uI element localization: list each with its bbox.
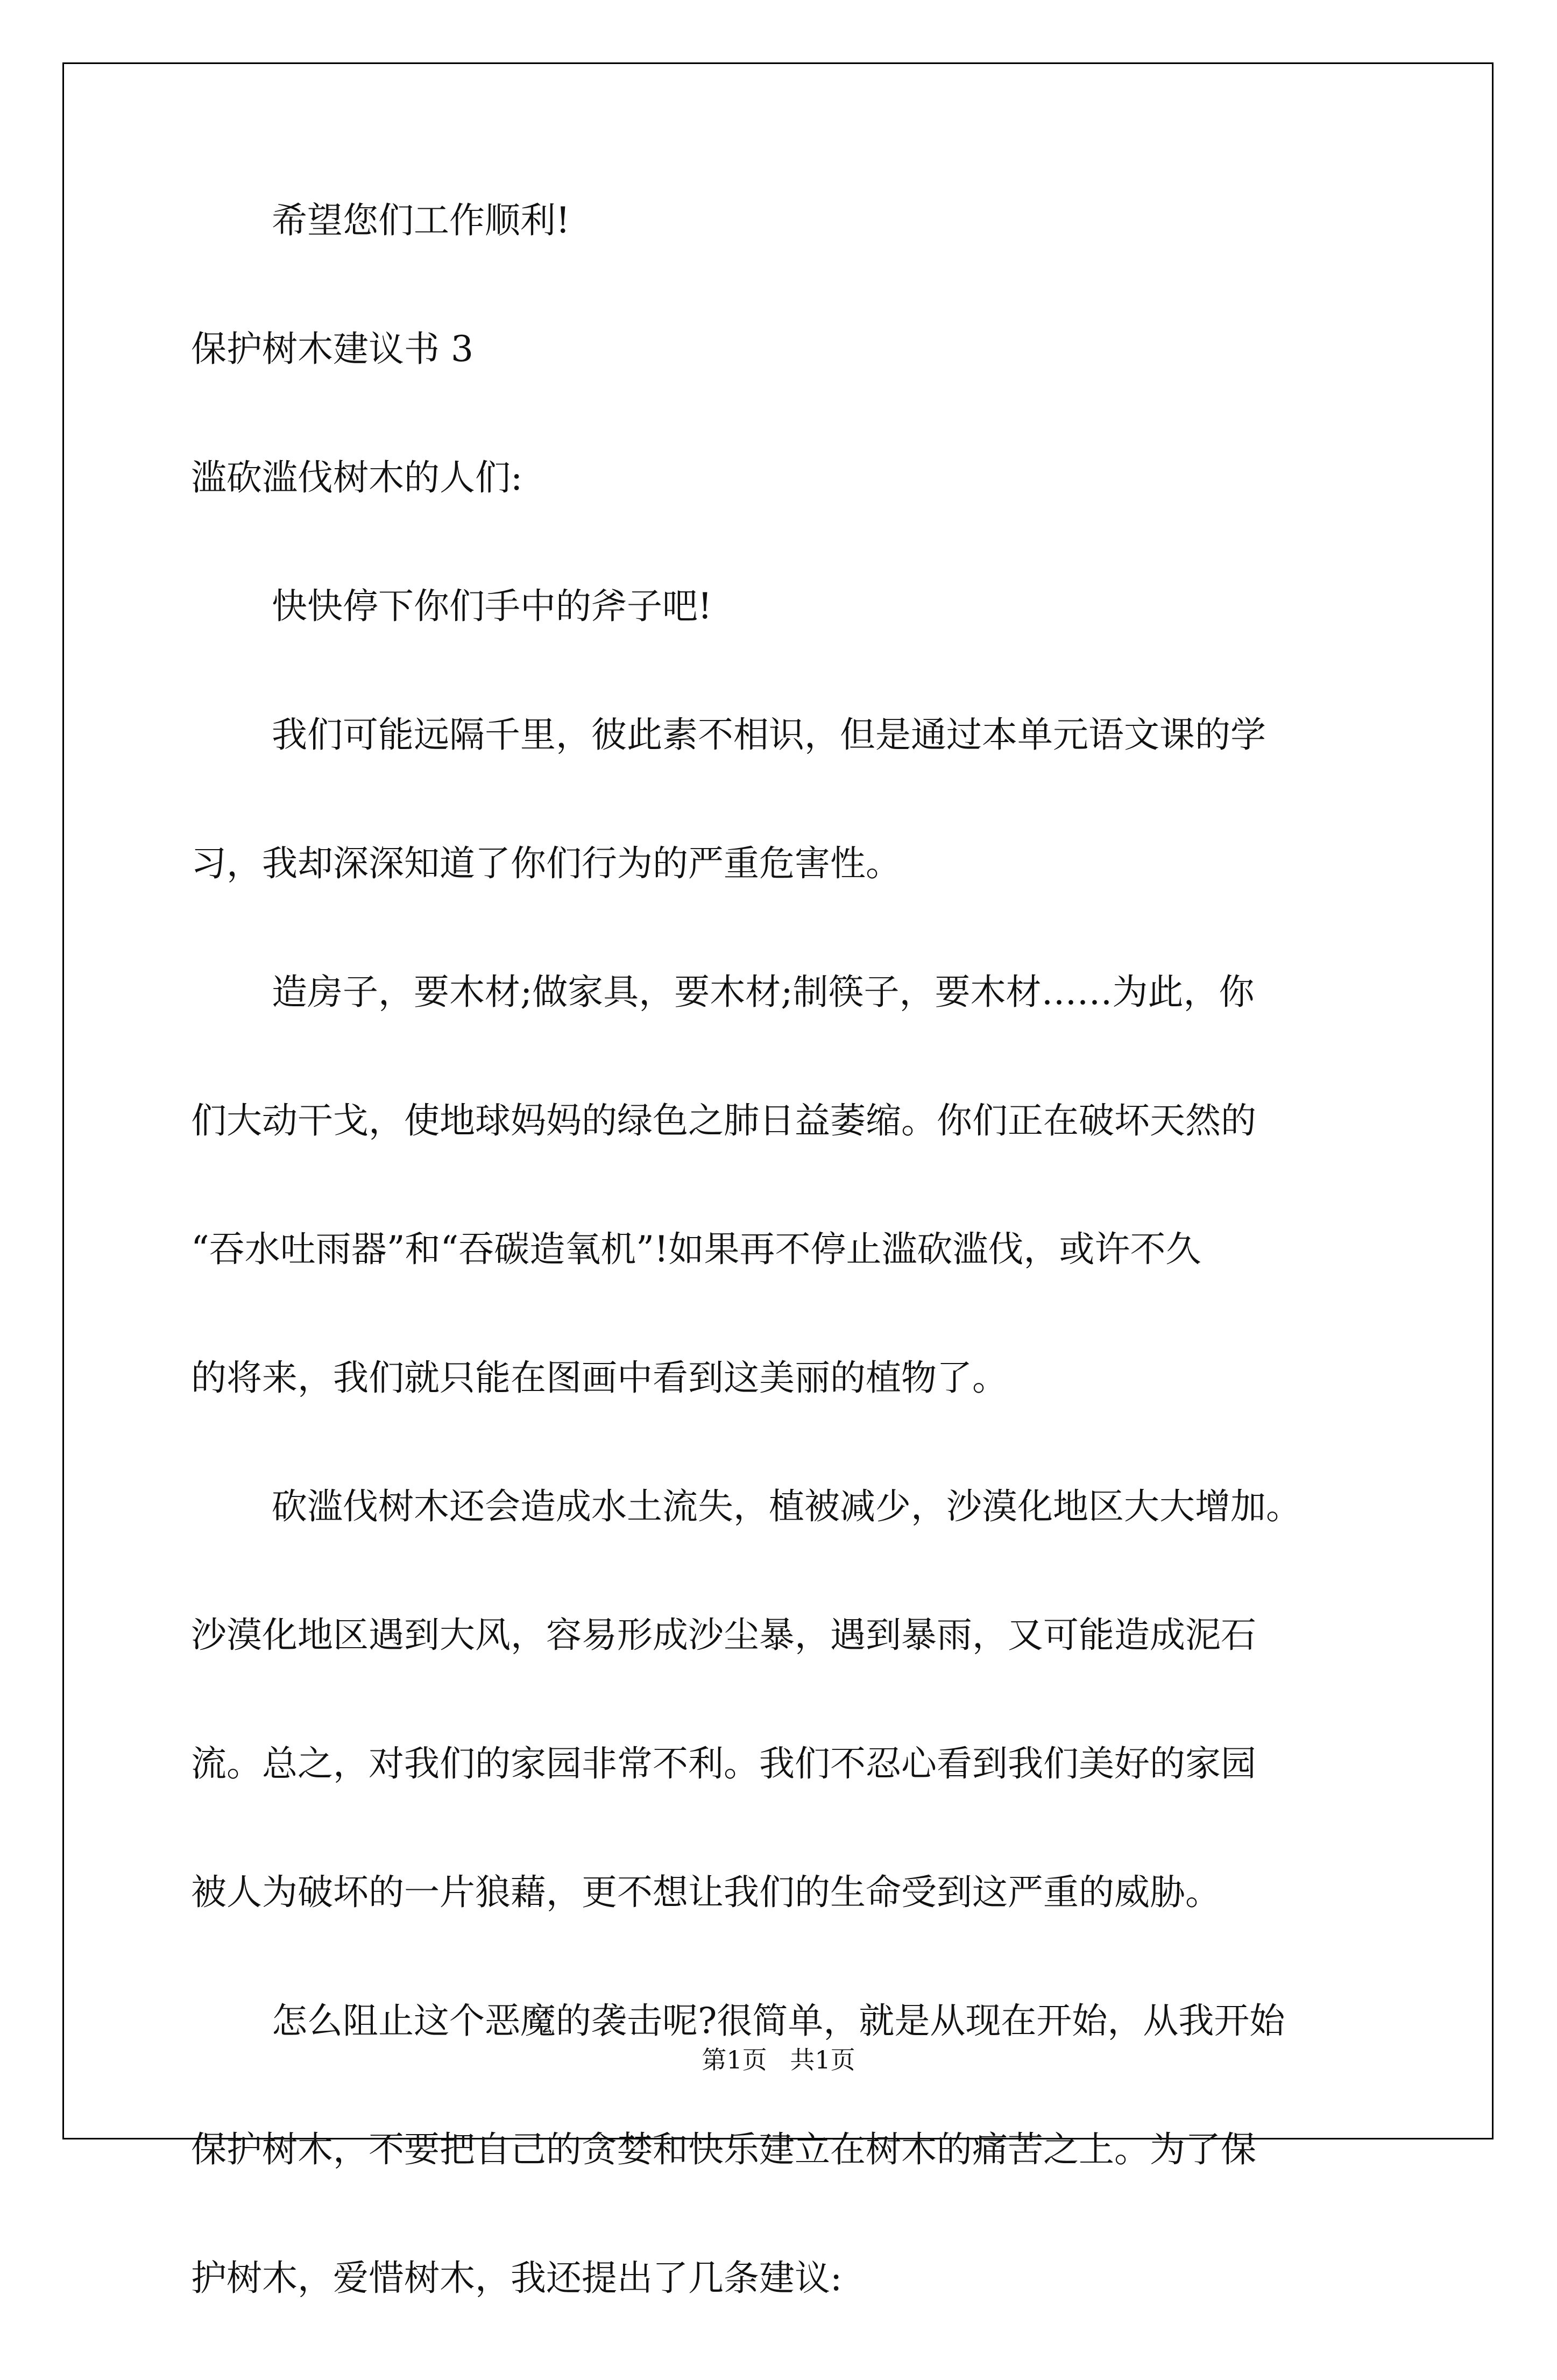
text-line: 快快停下你们手中的斧子吧! [272,585,712,627]
text-line: 的将来，我们就只能在图画中看到这美丽的植物了。 [191,1357,1008,1399]
text-line: 希望您们工作顺利! [272,200,570,241]
page-total: 共1页 [790,2045,855,2074]
text-line: 造房子，要木材;做家具，要木材;制筷子，要木材……为此，你 [272,971,1255,1013]
text-line: 我们可能远隔千里，彼此素不相识，但是通过本单元语文课的学 [272,714,1266,755]
text-line: 保护树木建议书 3 [191,328,473,370]
text-line: 护树木，爱惜树木，我还提出了几条建议: [191,2257,843,2299]
text-line: 习，我却深深知道了你们行为的严重危害性。 [191,843,901,884]
page-number: 第1页 [702,2045,767,2074]
text-line: 砍滥伐树木还会造成水土流失，植被减少，沙漠化地区大大增加。 [272,1486,1301,1527]
text-line: 保护树木，不要把自己的贪婪和快乐建立在树木的痛苦之上。为了保 [191,2129,1256,2170]
page-footer [0,2040,1557,2076]
text-line: 滥砍滥伐树木的人们: [191,457,523,498]
text-line: 沙漠化地区遇到大风，容易形成沙尘暴，遇到暴雨，又可能造成泥石 [191,1614,1256,1656]
text-line: 们大动干戈，使地球妈妈的绿色之肺日益萎缩。你们正在破坏天然的 [191,1100,1256,1141]
text-line: “吞水吐雨器”和“吞碳造氧机”!如果再不停止滥砍滥伐，或许不久 [191,1228,1201,1270]
text-line: 被人为破坏的一片狼藉，更不想让我们的生命受到这严重的威胁。 [191,1871,1221,1913]
text-line: 怎么阻止这个恶魔的袭击呢?很简单，就是从现在开始，从我开始 [272,2000,1285,2042]
text-line: 流。总之，对我们的家园非常不利。我们不忍心看到我们美好的家园 [191,1743,1256,1784]
